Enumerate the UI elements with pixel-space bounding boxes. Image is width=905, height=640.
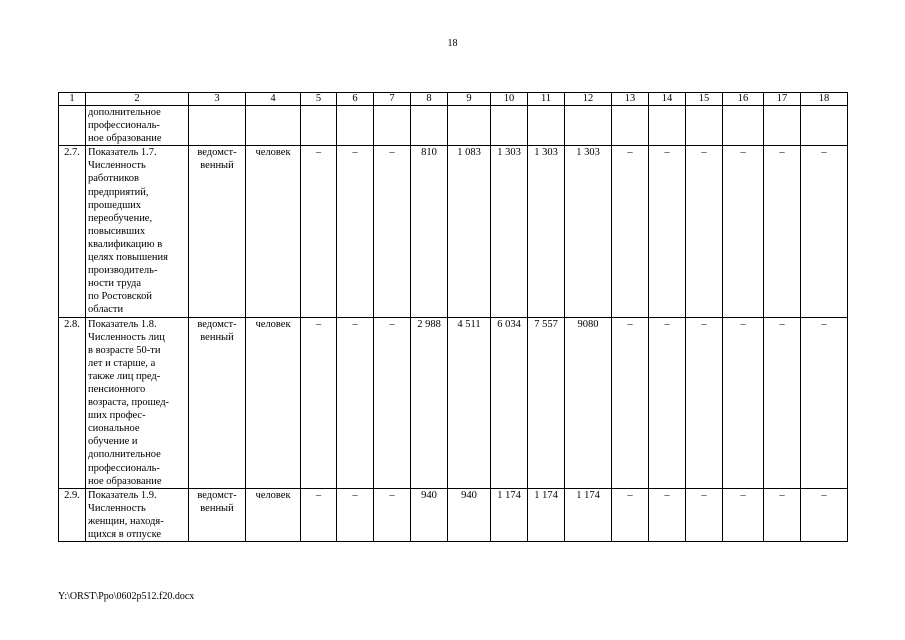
- indicator-unit: [246, 106, 301, 146]
- indicator-name: дополнительное профессиональ- ное образование: [86, 106, 189, 146]
- value-cell-col-7: –: [374, 146, 411, 317]
- value-cell-col-12: 1 303: [565, 146, 612, 317]
- value-cell-col-16: –: [723, 317, 764, 488]
- value-cell-col-12: 9080: [565, 317, 612, 488]
- row-number: 2.9.: [59, 488, 86, 541]
- value-cell-col-17: –: [764, 317, 801, 488]
- value-cell-col-7: –: [374, 488, 411, 541]
- value-cell-col-12: [565, 106, 612, 146]
- value-cell-col-6: [337, 106, 374, 146]
- value-cell-col-18: [801, 106, 848, 146]
- value-cell-col-10: 6 034: [491, 317, 528, 488]
- value-cell-col-8: 810: [411, 146, 448, 317]
- column-header-5: 5: [301, 93, 337, 106]
- column-header-17: 17: [764, 93, 801, 106]
- column-header-16: 16: [723, 93, 764, 106]
- indicator-source: [189, 106, 246, 146]
- column-header-4: 4: [246, 93, 301, 106]
- value-cell-col-5: –: [301, 146, 337, 317]
- column-header-7: 7: [374, 93, 411, 106]
- value-cell-col-6: –: [337, 317, 374, 488]
- indicator-name: Показатель 1.9. Численность женщин, находя- щихся в отпуске: [86, 488, 189, 541]
- table-row: [59, 317, 848, 488]
- value-cell-col-11: 1 174: [528, 488, 565, 541]
- value-cell-col-5: –: [301, 488, 337, 541]
- column-header-10: 10: [491, 93, 528, 106]
- value-cell-col-12: 1 174: [565, 488, 612, 541]
- value-cell-col-9: 940: [448, 488, 491, 541]
- value-cell-col-13: –: [612, 317, 649, 488]
- table-header-row: [59, 93, 848, 106]
- value-cell-col-5: –: [301, 317, 337, 488]
- value-cell-col-16: –: [723, 488, 764, 541]
- column-header-2: 2: [86, 93, 189, 106]
- row-number: 2.8.: [59, 317, 86, 488]
- table-row: [59, 488, 848, 541]
- value-cell-col-11: 1 303: [528, 146, 565, 317]
- value-cell-col-16: –: [723, 146, 764, 317]
- value-cell-col-15: –: [686, 488, 723, 541]
- row-number: [59, 106, 86, 146]
- indicator-source: ведомст- венный: [189, 146, 246, 317]
- value-cell-col-8: 940: [411, 488, 448, 541]
- value-cell-col-9: 1 083: [448, 146, 491, 317]
- footer-file-path: Y:\ORST\Ppo\0602p512.f20.docx: [58, 591, 195, 602]
- column-header-6: 6: [337, 93, 374, 106]
- column-header-13: 13: [612, 93, 649, 106]
- value-cell-col-6: –: [337, 488, 374, 541]
- column-header-12: 12: [565, 93, 612, 106]
- column-header-18: 18: [801, 93, 848, 106]
- value-cell-col-7: [374, 106, 411, 146]
- value-cell-col-15: –: [686, 317, 723, 488]
- column-header-14: 14: [649, 93, 686, 106]
- indicator-name: Показатель 1.8. Численность лиц в возрасте 50-ти лет и старше, а также лиц пред- пенсионного возраста, прошед- ших профес- сиональное обучение и дополнительное профессиональ- ное образование: [86, 317, 189, 488]
- value-cell-col-11: 7 557: [528, 317, 565, 488]
- table-row: [59, 146, 848, 317]
- value-cell-col-10: 1 303: [491, 146, 528, 317]
- value-cell-col-18: –: [801, 317, 848, 488]
- value-cell-col-14: –: [649, 146, 686, 317]
- value-cell-col-15: –: [686, 146, 723, 317]
- value-cell-col-10: 1 174: [491, 488, 528, 541]
- column-header-1: 1: [59, 93, 86, 106]
- value-cell-col-13: –: [612, 146, 649, 317]
- indicator-name: Показатель 1.7. Численность работников предприятий, прошедших переобучение, повысивших квалификацию в целях повышения производитель- ности труда по Ростовской области: [86, 146, 189, 317]
- indicator-source: ведомст- венный: [189, 317, 246, 488]
- column-header-11: 11: [528, 93, 565, 106]
- value-cell-col-6: –: [337, 146, 374, 317]
- value-cell-col-17: –: [764, 488, 801, 541]
- indicator-unit: человек: [246, 317, 301, 488]
- value-cell-col-14: –: [649, 488, 686, 541]
- indicators-table: [58, 92, 848, 542]
- value-cell-col-13: [612, 106, 649, 146]
- column-header-15: 15: [686, 93, 723, 106]
- value-cell-col-9: 4 511: [448, 317, 491, 488]
- value-cell-col-11: [528, 106, 565, 146]
- column-header-9: 9: [448, 93, 491, 106]
- value-cell-col-10: [491, 106, 528, 146]
- value-cell-col-8: 2 988: [411, 317, 448, 488]
- column-header-8: 8: [411, 93, 448, 106]
- value-cell-col-14: –: [649, 317, 686, 488]
- value-cell-col-18: –: [801, 488, 848, 541]
- row-number: 2.7.: [59, 146, 86, 317]
- value-cell-col-15: [686, 106, 723, 146]
- value-cell-col-5: [301, 106, 337, 146]
- indicator-unit: человек: [246, 146, 301, 317]
- value-cell-col-18: –: [801, 146, 848, 317]
- value-cell-col-9: [448, 106, 491, 146]
- indicator-unit: человек: [246, 488, 301, 541]
- value-cell-col-14: [649, 106, 686, 146]
- value-cell-col-8: [411, 106, 448, 146]
- table-row: [59, 106, 848, 146]
- indicator-source: ведомст- венный: [189, 488, 246, 541]
- page-number: 18: [447, 38, 458, 49]
- table-body: [59, 93, 848, 542]
- value-cell-col-7: –: [374, 317, 411, 488]
- value-cell-col-17: –: [764, 146, 801, 317]
- value-cell-col-17: [764, 106, 801, 146]
- value-cell-col-16: [723, 106, 764, 146]
- column-header-3: 3: [189, 93, 246, 106]
- value-cell-col-13: –: [612, 488, 649, 541]
